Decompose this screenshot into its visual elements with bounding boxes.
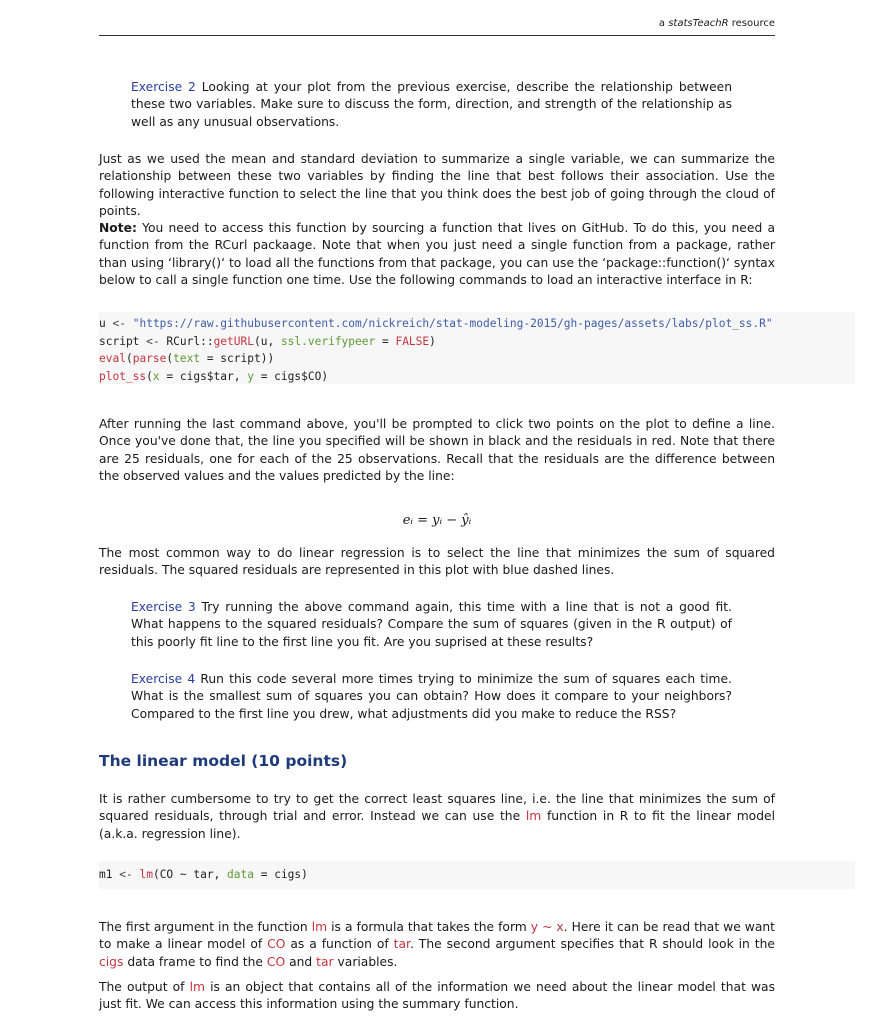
text: The output of	[99, 980, 185, 994]
code-fn-eval: eval	[99, 352, 126, 366]
keyword-tar: tar	[393, 937, 410, 952]
text: as a function of	[290, 937, 389, 952]
code-assign-op: <-	[112, 317, 126, 330]
exercise-3-label: Exercise 3	[131, 600, 196, 614]
code-fn-parse: parse	[132, 352, 167, 366]
code-val-false: FALSE	[395, 334, 430, 348]
exercise-2-label: Exercise 2	[131, 80, 196, 94]
note-paragraph	[99, 220, 775, 289]
exercise-3-text: Try running the above command again, this time with a line that is not a good fit. What happens to the squared residuals? Compare the sum of squares (given in the R output) of this poorly fit line to the first line you fit. Are you suprised at these results?	[131, 600, 732, 649]
code-arg-data: data	[227, 868, 254, 881]
code-var-u: u	[99, 317, 106, 330]
code-url-string: "https://raw.githubusercontent.com/nickreich/stat-modeling-2015/gh-pages/assets/labs/plot_ss.R"	[132, 317, 773, 330]
note-label: Note:	[99, 221, 137, 235]
code-arg-x: x	[152, 369, 160, 383]
code-var-m1: m1	[99, 868, 113, 881]
code-arg-ssl: ssl.verifypeer	[280, 334, 376, 348]
output-paragraph	[99, 979, 775, 1014]
code-close: )	[429, 334, 436, 348]
keyword-co: CO	[266, 954, 286, 969]
lm-intro-paragraph	[99, 791, 775, 843]
code-mid: = cigs$tar,	[159, 369, 248, 383]
exercise-4-label: Exercise 4	[131, 672, 196, 686]
keyword-lm: lm	[311, 920, 328, 934]
code-rest: = cigs)	[254, 868, 308, 881]
code-args: (CO ~ tar,	[152, 868, 228, 881]
code-fn-plot-ss: plot_ss	[99, 369, 147, 383]
code-block-plot-ss	[99, 312, 855, 384]
code-fn-geturl: getURL	[213, 334, 254, 348]
code-assign-op: <-	[119, 868, 133, 881]
exercise-2-text: Looking at your plot from the previous exercise, describe the relationship between these two variables. Make sure to discuss the form, direction, and strength of the relationship as well as any unusual observations.	[131, 80, 732, 129]
code-arg-y: y	[247, 369, 254, 383]
text: is an object that contains all of the information we need about the linear model that was just fit. We can access this information using the summary function.	[99, 980, 775, 1012]
keyword-tar: tar	[316, 954, 334, 969]
code-paren: (	[146, 369, 153, 383]
text: . The second argument specifies that R should look in the	[409, 937, 775, 952]
text: is a formula that takes the form	[331, 920, 527, 934]
exercise-4-text: Run this code several more times trying to minimize the sum of squares each time. What is the smallest sum of squares you can obtain? How does it compare to your neighbors? Compared to the first line you drew, what adjustments did you make to reduce the RSS?	[131, 672, 732, 721]
code-end: = cigs$CO)	[253, 369, 329, 383]
keyword-lm: lm	[189, 980, 205, 994]
text: The first argument in the function	[99, 920, 308, 934]
residuals-paragraph: After running the last command above, you'll be prompted to click two points on the plot to define a line. Once you've done that, the line you specified will be shown in black and the residuals in red. Note that there are 25 residuals, one for each of the 25 observations. Recall that the residuals are the difference between the observed values and the values predicted by the line:	[99, 417, 775, 483]
header-brand-suffix: resource	[731, 18, 775, 29]
keyword-formula: y ~ x	[530, 920, 564, 934]
formula-paragraph	[99, 919, 775, 971]
exercise-4	[131, 671, 732, 723]
code-var-script: script	[99, 334, 140, 348]
keyword-co: CO	[267, 937, 286, 952]
text: and	[289, 954, 313, 969]
code-arg-text: text	[173, 352, 201, 366]
code-pkg: RCurl::	[166, 334, 214, 348]
note-text: You need to access this function by sourcing a function that lives on GitHub. To do this, you need a function from the RCurl packaage. Note that when you just need a single function from a package, rather than using ‘library()‘ to load all the functions from that package, you can use the ‘package::function()‘ syntax below to call a single function one time. Use the following commands to load an interactive interface in R:	[99, 221, 775, 287]
text: . Here it can be read that we want to make a linear model of	[99, 920, 775, 952]
keyword-cigs: cigs	[99, 954, 124, 969]
header-brand-prefix: a	[658, 18, 666, 29]
code-args: (u,	[253, 334, 281, 348]
code-fn-lm: lm	[139, 868, 153, 881]
exercise-3	[131, 599, 732, 651]
code-rest: = script))	[200, 352, 275, 366]
least-squares-paragraph: The most common way to do linear regression is to select the line that minimizes the sum of squared residuals. The squared residuals are represented in this plot with blue dashed lines.	[99, 546, 775, 578]
residual-equation: eᵢ = yᵢ − ŷᵢ	[402, 513, 472, 528]
text: variables.	[337, 954, 398, 969]
intro-paragraph: Just as we used the mean and standard deviation to summarize a single variable, we can summarize the relationship between these two variables by finding the line that best follows their association. Use the following interactive function to select the line that you think does the best job of going through the cloud of points.	[99, 152, 775, 218]
lm-intro-text: It is rather cumbersome to try to get the correct least squares line, i.e. the line that minimizes the sum of squared residuals, through trial and error. Instead we can use the	[99, 792, 775, 824]
code-paren: (	[125, 352, 133, 366]
code-eq: =	[375, 334, 396, 348]
page-header	[99, 14, 775, 36]
lm-keyword: lm	[525, 809, 542, 824]
header-brand-name: statsTeachR	[668, 18, 729, 29]
code-assign-op: <-	[146, 334, 160, 348]
section-title: The linear model (10 points)	[99, 752, 348, 770]
exercise-2	[131, 79, 732, 131]
code-paren: (	[166, 352, 174, 366]
text: data frame to find the	[127, 954, 263, 969]
code-block-lm	[99, 861, 855, 889]
lm-intro-text-end: function in R to fit the linear model (a.k.a. regression line).	[99, 809, 775, 841]
